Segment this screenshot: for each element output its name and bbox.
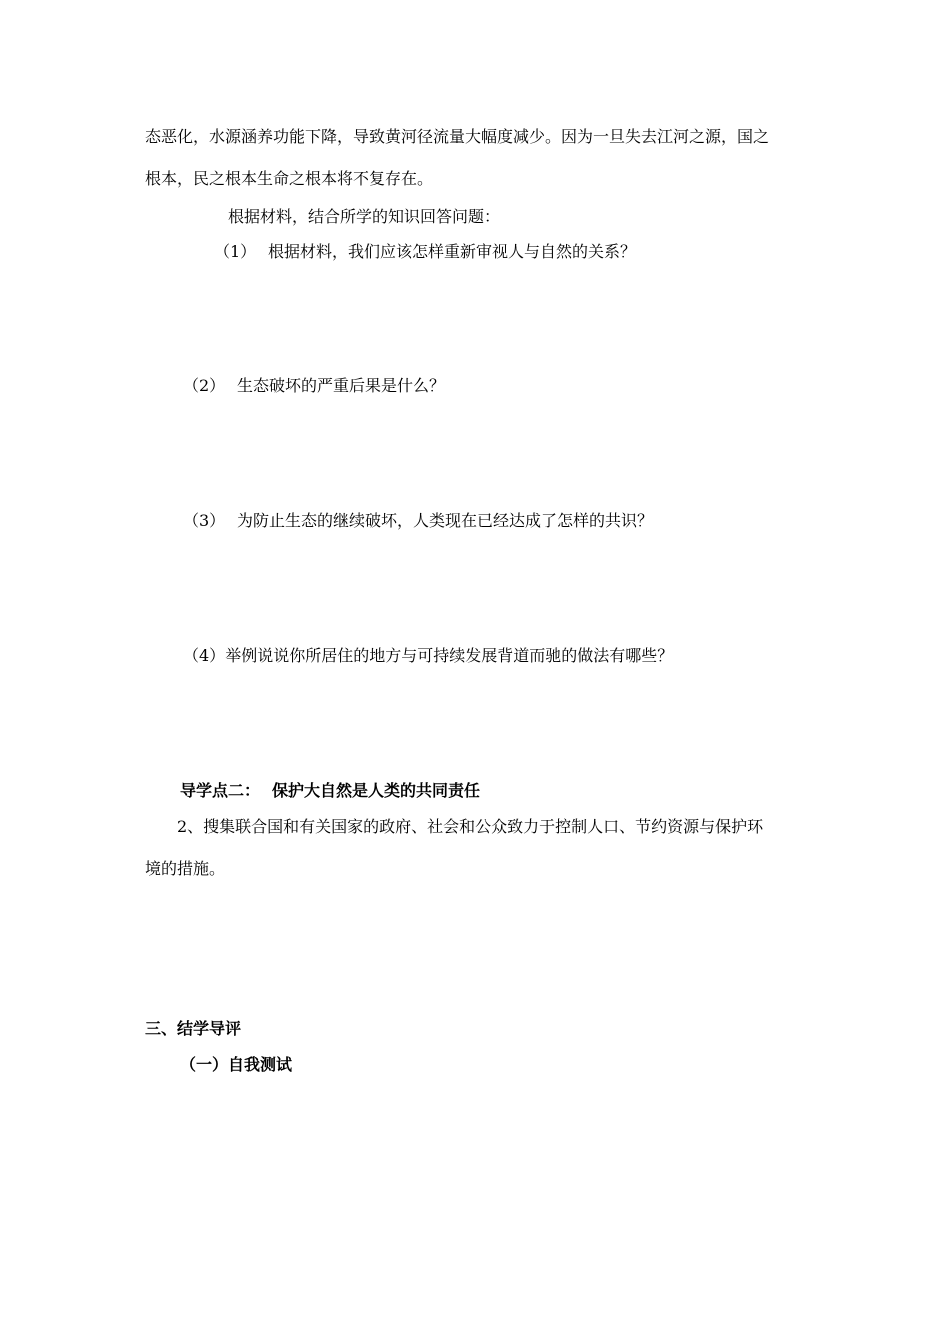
question-4: [183, 646, 673, 666]
question-1: [214, 242, 636, 262]
material-line-1: 态恶化，水源涵养功能下降，导致黄河径流量大幅度减少。因为一旦失去江河之源，国之: [145, 127, 770, 146]
question-number: （4）: [183, 646, 226, 665]
material-line-2: 根本，民之根本生命之根本将不复存在。: [145, 169, 434, 188]
question-text: 为防止生态的继续破坏，人类现在已经达成了怎样的共识？: [237, 511, 654, 530]
section-three-heading: 三、结学导评: [145, 1019, 242, 1038]
self-test-subheading: （一）自我测试: [180, 1055, 293, 1074]
guide-point-two-heading: [180, 781, 480, 801]
task-line-1: 2、搜集联合国和有关国家的政府、社会和公众致力于控制人口、节约资源与保护环: [177, 817, 764, 836]
question-text: 举例说说你所居住的地方与可持续发展背道而驰的做法有哪些？: [225, 646, 674, 665]
material-instruction: 根据材料，结合所学的知识回答问题：: [228, 207, 501, 226]
question-3: [183, 511, 653, 531]
task-line-2: 境的措施。: [145, 859, 226, 878]
guide-point-title: 保护大自然是人类的共同责任: [272, 781, 481, 800]
guide-point-label: 导学点二：: [180, 781, 261, 800]
question-number: （3）: [183, 511, 226, 530]
question-text: 生态破坏的严重后果是什么？: [237, 376, 446, 395]
question-text: 根据材料，我们应该怎样重新审视人与自然的关系？: [268, 242, 637, 261]
question-number: （1）: [214, 242, 257, 261]
question-number: （2）: [183, 376, 226, 395]
question-2: [183, 376, 445, 396]
